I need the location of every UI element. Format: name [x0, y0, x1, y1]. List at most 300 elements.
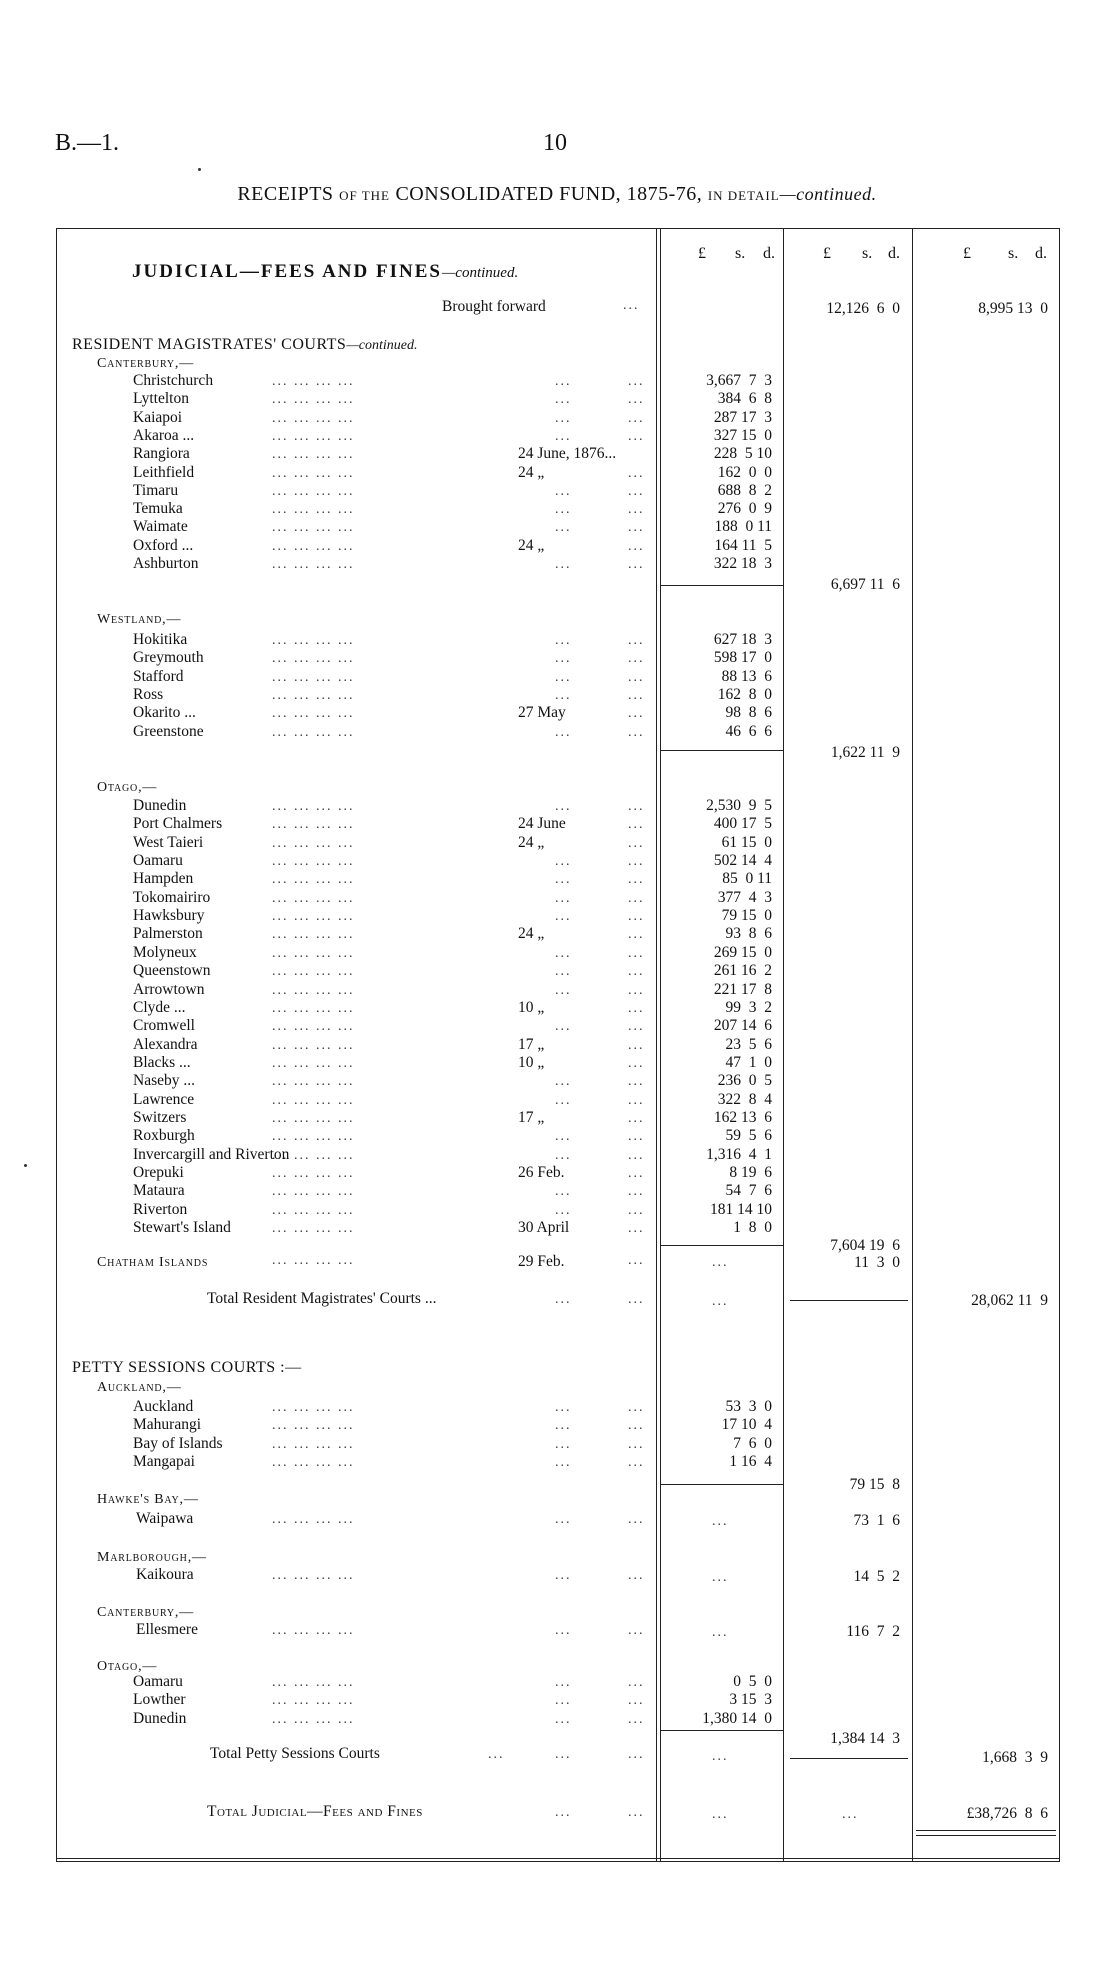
leader-dots: ... ... ... ...: [272, 817, 355, 833]
row-name: Hampden: [133, 870, 194, 888]
row-name: Lawrence: [133, 1090, 195, 1108]
document-reference: B.—1.: [55, 130, 120, 156]
row-amount: 53 3 0: [725, 1398, 772, 1415]
col2-pence-header: d.: [888, 245, 900, 262]
leader-dots: ... ... ... ...: [272, 964, 355, 980]
leader-dots: ...: [628, 1454, 645, 1470]
leader-dots: ... ... ... ...: [272, 374, 355, 389]
row-amount: 1 8 0: [733, 1219, 772, 1237]
leader-dots: ...: [628, 1418, 645, 1434]
leader-dots: ...: [628, 724, 645, 740]
region-hawkes-bay: Hawke's Bay,—: [97, 1492, 199, 1507]
row-date: 10 „: [518, 1053, 545, 1071]
row-amount: 98 8 6: [725, 704, 772, 722]
leader-dots: ...: [628, 1166, 645, 1181]
row-amount: 269 15 0: [713, 943, 772, 961]
leader-dots: ...: [628, 410, 645, 426]
col2-shillings-header: s.: [862, 245, 873, 262]
section-title: JUDICIAL—FEES AND FINES—continued.: [132, 261, 519, 282]
page-number: 10: [543, 130, 567, 156]
leader-dots: ... ... ... ...: [272, 1000, 355, 1016]
row-name: Waimate: [133, 518, 188, 536]
leader-dots: ...: [555, 872, 572, 888]
leader-dots: ... ... ... ...: [272, 1202, 355, 1218]
leader-dots: ...: [628, 428, 645, 444]
col2-pounds-header: £: [823, 245, 831, 262]
leader-dots: ... ... ... ...: [272, 410, 355, 426]
row-date: 24 June: [518, 815, 566, 833]
row-amount: 3,667 7 3: [706, 372, 772, 389]
leader-dots: ... ... ... ...: [272, 538, 355, 554]
leader-dots: ...: [555, 1693, 572, 1709]
row-amount: 47 1 0: [725, 1053, 772, 1071]
leader-dots: ... ... ... ...: [272, 799, 355, 814]
leader-dots: ...: [555, 669, 572, 685]
row-name: Okarito ...: [133, 704, 196, 722]
leader-dots: ...: [488, 1747, 505, 1762]
leader-dots: ...: [628, 1675, 645, 1690]
leader-dots: ...: [555, 502, 572, 518]
leader-dots: ...: [628, 1110, 645, 1126]
leader-dots: ...: [555, 557, 572, 572]
leader-dots: ... ... ... ...: [272, 1147, 355, 1163]
leader-dots: ... ... ... ...: [272, 1092, 355, 1108]
leader-dots: ... ... ... ...: [272, 890, 355, 906]
row-name: Oxford ...: [133, 536, 194, 554]
ps-otago-total: 1,384 14 3: [830, 1730, 900, 1747]
leader-dots: ...: [628, 817, 645, 833]
leader-dots: ...: [555, 1092, 572, 1108]
region-auckland: Auckland,—: [97, 1380, 182, 1395]
ps-ellesmere: Ellesmere: [136, 1621, 198, 1638]
leader-dots: ... ... ... ...: [272, 1436, 355, 1452]
row-date: 17 „: [518, 1108, 545, 1126]
leader-dots: ...: [628, 651, 645, 667]
row-amount: 207 14 6: [713, 1017, 772, 1035]
leader-dots: ...: [555, 982, 572, 998]
row-amount: 261 16 2: [713, 962, 772, 980]
rm-courts-heading: RESIDENT MAGISTRATES' COURTS—continued.: [72, 336, 418, 353]
leader-dots: ...: [555, 651, 572, 667]
leader-dots: ... ... ... ...: [272, 927, 355, 943]
row-name: Hokitika: [133, 631, 188, 648]
row-name: Switzers: [133, 1108, 187, 1126]
grand-total-double-rule: [916, 1830, 1056, 1836]
leader-dots: ...: [555, 410, 572, 426]
row-name: Palmerston: [133, 925, 203, 943]
row-name: Riverton: [133, 1200, 188, 1218]
row-amount: 162 8 0: [717, 685, 772, 703]
leader-dots: ...: [555, 1400, 572, 1415]
leader-dots: ...: [555, 1623, 572, 1638]
leader-dots: ... ... ... ...: [272, 706, 355, 722]
leader-dots: ... ... ... ...: [272, 483, 355, 499]
row-date: 26 Feb.: [518, 1164, 565, 1181]
leader-dots: ...: [628, 374, 645, 389]
leader-dots: ... ... ... ...: [272, 1711, 355, 1727]
leader-dots: ... ... ... ...: [272, 982, 355, 998]
subtotal-rule: [660, 1730, 783, 1731]
row-name: Tokomairiro: [133, 888, 211, 906]
row-date: 24 „: [518, 463, 545, 481]
leader-dots: ...: [628, 1747, 645, 1762]
leader-dots: ...: [555, 1454, 572, 1470]
leader-dots: ...: [555, 1675, 572, 1690]
row-name: Naseby ...: [133, 1072, 195, 1090]
leader-dots: ... ... ... ...: [272, 945, 355, 961]
region-chatham: Chatham Islands: [97, 1255, 209, 1270]
row-name: Oamaru: [133, 1673, 183, 1690]
row-date: 24 June, 1876...: [518, 445, 617, 463]
leader-dots: ... ... ... ...: [272, 520, 355, 536]
leader-dots: ...: [555, 890, 572, 906]
leader-dots: ...: [555, 1147, 572, 1163]
total-rm-col3: 28,062 11 9: [971, 1292, 1048, 1309]
row-amount: 322 18 3: [713, 555, 772, 572]
region-marlborough: Marlborough,—: [97, 1550, 207, 1565]
row-name: Clyde ...: [133, 998, 186, 1016]
total-ps-col1: ...: [712, 1749, 729, 1764]
row-date: 17 „: [518, 1035, 545, 1053]
row-amount: 3 15 3: [729, 1691, 772, 1709]
row-amount: 287 17 3: [713, 408, 772, 426]
leader-dots: ...: [555, 1129, 572, 1145]
row-name: Temuka: [133, 500, 183, 518]
leader-dots: ...: [628, 1400, 645, 1415]
row-name: West Taieri: [133, 833, 204, 851]
row-amount: 8 19 6: [729, 1164, 772, 1181]
leader-dots: ...: [628, 1693, 645, 1709]
leader-dots: ...: [555, 1747, 572, 1762]
row-amount: 502 14 4: [713, 852, 772, 870]
leader-dots: ... ... ... ...: [272, 465, 355, 481]
row-date: 24 „: [518, 925, 545, 943]
col3-pence-header: d.: [1035, 245, 1047, 262]
rm-westland-total: 1,622 11 9: [830, 744, 900, 761]
row-amount: 0 5 0: [733, 1673, 772, 1690]
subtotal-rule: [660, 1484, 783, 1485]
brought-forward-col2: 12,126 6 0: [826, 300, 900, 317]
row-amount: 7 6 0: [733, 1434, 772, 1452]
ps-waipawa: Waipawa: [136, 1510, 194, 1527]
leader-dots: ... ... ... ...: [272, 1166, 355, 1181]
total-rm-label: Total Resident Magistrates' Courts ...: [207, 1290, 437, 1307]
leader-dots: ...: [555, 520, 572, 536]
leader-dots: ...: [555, 799, 572, 814]
ps-ellesmere-col1: ...: [712, 1625, 729, 1640]
leader-dots: ...: [628, 1512, 645, 1527]
leader-dots: ...: [555, 1805, 572, 1820]
print-speck-icon: [198, 168, 201, 171]
leader-dots: ...: [628, 669, 645, 685]
row-amount: 162 0 0: [717, 463, 772, 481]
leader-dots: ...: [555, 1292, 572, 1307]
row-amount: 59 5 6: [725, 1127, 772, 1145]
row-amount: 276 0 9: [717, 500, 772, 518]
grand-total-col3: £38,726 8 6: [966, 1805, 1048, 1822]
row-name: Alexandra: [133, 1035, 198, 1053]
leader-dots: ...: [628, 835, 645, 851]
leader-dots: ...: [628, 1805, 645, 1820]
row-amount: 221 17 8: [713, 980, 772, 998]
row-amount: 17 10 4: [721, 1416, 772, 1434]
leader-dots: ...: [555, 687, 572, 703]
margin-mark-icon: [24, 1164, 27, 1167]
leader-dots: ...: [628, 1202, 645, 1218]
row-date: 24 „: [518, 833, 545, 851]
leader-dots: ...: [628, 854, 645, 870]
leader-dots: ...: [623, 298, 640, 313]
leader-dots: ... ... ... ...: [272, 669, 355, 685]
leader-dots: ... ... ... ...: [272, 1019, 355, 1035]
col1-shillings-header: s.: [735, 245, 746, 262]
ps-kaikoura-col1: ...: [712, 1570, 729, 1585]
row-name: Ross: [133, 685, 164, 703]
leader-dots: ...: [555, 428, 572, 444]
row-amount: 322 8 4: [717, 1090, 772, 1108]
leader-dots: ... ... ... ...: [272, 651, 355, 667]
leader-dots: ...: [628, 502, 645, 518]
total-rule: [790, 1758, 908, 1759]
ps-courts-heading: PETTY SESSIONS COURTS :—: [72, 1359, 302, 1376]
leader-dots: ...: [628, 1253, 645, 1268]
col-separator-1b: [660, 228, 661, 1862]
row-amount: 88 13 6: [721, 667, 772, 685]
region-otago: Otago,—: [97, 780, 158, 795]
leader-dots: ... ... ... ...: [272, 1512, 355, 1527]
row-amount: 54 7 6: [725, 1182, 772, 1200]
row-amount: 162 13 6: [713, 1108, 772, 1126]
leader-dots: ... ... ... ...: [272, 1568, 355, 1583]
total-rule: [790, 1300, 908, 1301]
leader-dots: ...: [628, 1147, 645, 1163]
row-name: Cromwell: [133, 1017, 195, 1035]
col1-pounds-header: £: [698, 245, 706, 262]
leader-dots: ... ... ... ...: [272, 909, 355, 925]
leader-dots: ...: [555, 633, 572, 648]
leader-dots: ... ... ... ...: [272, 1037, 355, 1053]
leader-dots: ...: [555, 1711, 572, 1727]
row-amount: 46 6 6: [725, 722, 772, 740]
row-name: Kaiapoi: [133, 408, 183, 426]
brought-forward-col3: 8,995 13 0: [978, 300, 1048, 317]
leader-dots: ... ... ... ...: [272, 1693, 355, 1709]
subtotal-rule: [660, 1245, 783, 1246]
leader-dots: ...: [628, 633, 645, 648]
row-name: Lyttelton: [133, 390, 189, 408]
row-amount: 93 8 6: [725, 925, 772, 943]
leader-dots: ...: [628, 1055, 645, 1071]
leader-dots: ... ... ... ...: [272, 1454, 355, 1470]
leader-dots: ...: [628, 964, 645, 980]
leader-dots: ...: [555, 1019, 572, 1035]
leader-dots: ...: [555, 1184, 572, 1200]
row-name: Mangapai: [133, 1452, 195, 1470]
row-amount: 1 16 4: [729, 1452, 772, 1470]
leader-dots: ...: [555, 1436, 572, 1452]
leader-dots: ...: [555, 483, 572, 499]
row-date: 10 „: [518, 998, 545, 1016]
leader-dots: ...: [628, 1184, 645, 1200]
row-name: Dunedin: [133, 797, 187, 814]
row-name: Oamaru: [133, 852, 183, 870]
row-amount: 188 0 11: [714, 518, 772, 536]
row-name: Rangiora: [133, 445, 190, 463]
leader-dots: ...: [628, 538, 645, 554]
leader-dots: ...: [628, 706, 645, 722]
row-date: 27 May: [518, 704, 566, 722]
leader-dots: ... ... ... ...: [272, 1253, 355, 1268]
leader-dots: ...: [555, 1074, 572, 1090]
chatham-col1: ...: [712, 1255, 729, 1270]
row-name: Arrowtown: [133, 980, 205, 998]
region-westland: Westland,—: [97, 612, 182, 627]
leader-dots: ...: [628, 392, 645, 408]
row-name: Queenstown: [133, 962, 211, 980]
leader-dots: ...: [628, 1092, 645, 1108]
row-amount: 627 18 3: [713, 631, 772, 648]
leader-dots: ...: [628, 1623, 645, 1638]
row-amount: 228 5 10: [713, 445, 772, 463]
table-frame: [56, 228, 1060, 1862]
row-name: Leithfield: [133, 463, 195, 481]
row-amount: 61 15 0: [721, 833, 772, 851]
rm-otago-total: 7,604 19 6: [830, 1237, 900, 1254]
leader-dots: ...: [555, 1418, 572, 1434]
row-name: Invercargill and Riverton: [133, 1145, 290, 1163]
row-name: Hawksbury: [133, 907, 205, 925]
row-amount: 236 0 5: [717, 1072, 772, 1090]
row-amount: 85 0 11: [722, 870, 772, 888]
row-date: 30 April: [518, 1219, 570, 1237]
leader-dots: ...: [555, 392, 572, 408]
leader-dots: ...: [628, 1000, 645, 1016]
row-amount: 1,380 14 0: [702, 1709, 772, 1727]
row-amount: 2,530 9 5: [706, 797, 772, 814]
leader-dots: ...: [628, 483, 645, 499]
row-name: Bay of Islands: [133, 1434, 223, 1452]
leader-dots: ... ... ... ...: [272, 1110, 355, 1126]
total-ps-label: Total Petty Sessions Courts: [210, 1745, 380, 1762]
leader-dots: ... ... ... ...: [272, 835, 355, 851]
leader-dots: ...: [628, 687, 645, 703]
subtotal-rule: [660, 750, 783, 751]
leader-dots: ... ... ... ...: [272, 872, 355, 888]
row-name: Mahurangi: [133, 1416, 202, 1434]
col3-shillings-header: s.: [1008, 245, 1019, 262]
leader-dots: ... ... ... ...: [272, 854, 355, 870]
leader-dots: ...: [628, 890, 645, 906]
chatham-col2: 11 3 0: [854, 1254, 900, 1271]
leader-dots: ...: [555, 374, 572, 389]
ps-marlborough-total: 14 5 2: [853, 1568, 900, 1585]
row-name: Mataura: [133, 1182, 185, 1200]
ps-hawkes-total: 73 1 6: [853, 1512, 900, 1529]
leader-dots: ...: [628, 1129, 645, 1145]
row-amount: 327 15 0: [713, 426, 772, 444]
row-amount: 79 15 0: [721, 907, 772, 925]
region-otago-ps: Otago,—: [97, 1659, 158, 1674]
leader-dots: ...: [628, 1568, 645, 1583]
leader-dots: ...: [555, 964, 572, 980]
row-amount: 1,316 4 1: [706, 1145, 772, 1163]
row-name: Auckland: [133, 1398, 194, 1415]
leader-dots: ...: [628, 927, 645, 943]
row-name: Orepuki: [133, 1164, 184, 1181]
row-name: Roxburgh: [133, 1127, 195, 1145]
ps-auckland-total: 79 15 8: [849, 1476, 900, 1493]
leader-dots: ... ... ... ...: [272, 1184, 355, 1200]
row-amount: 23 5 6: [725, 1035, 772, 1053]
total-rm-col1: ...: [712, 1294, 729, 1309]
row-name: Blacks ...: [133, 1053, 191, 1071]
leader-dots: ... ... ... ...: [272, 633, 355, 648]
leader-dots: ...: [628, 557, 645, 572]
row-amount: 688 8 2: [717, 481, 772, 499]
grand-total-col2: ...: [842, 1807, 859, 1822]
row-amount: 99 3 2: [725, 998, 772, 1016]
col-separator-2: [783, 228, 784, 1862]
page-title: RECEIPTS OF THE CONSOLIDATED FUND, 1875-76, IN DETAIL—continued.: [237, 183, 877, 205]
row-amount: 400 17 5: [713, 815, 772, 833]
leader-dots: ... ... ... ...: [272, 447, 355, 463]
leader-dots: ...: [628, 799, 645, 814]
leader-dots: ... ... ... ...: [272, 502, 355, 518]
row-amount: 164 11 5: [714, 536, 772, 554]
chatham-date: 29 Feb.: [518, 1253, 565, 1270]
row-amount: 181 14 10: [710, 1200, 772, 1218]
leader-dots: ...: [628, 982, 645, 998]
leader-dots: ...: [628, 909, 645, 925]
leader-dots: ...: [628, 1037, 645, 1053]
grand-total-col1: ...: [712, 1807, 729, 1822]
row-name: Timaru: [133, 481, 179, 499]
row-name: Akaroa ...: [133, 426, 195, 444]
leader-dots: ... ... ... ...: [272, 1400, 355, 1415]
row-name: Christchurch: [133, 372, 214, 389]
leader-dots: ... ... ... ...: [272, 1129, 355, 1145]
leader-dots: ...: [555, 1512, 572, 1527]
leader-dots: ...: [628, 465, 645, 481]
row-name: Port Chalmers: [133, 815, 223, 833]
leader-dots: ...: [555, 1202, 572, 1218]
row-name: Dunedin: [133, 1709, 187, 1727]
col1-pence-header: d.: [763, 245, 775, 262]
ps-canterbury-total: 116 7 2: [846, 1623, 900, 1640]
leader-dots: ... ... ... ...: [272, 428, 355, 444]
leader-dots: ...: [555, 945, 572, 961]
region-canterbury: Canterbury,—: [97, 356, 194, 371]
leader-dots: ... ... ... ...: [272, 1074, 355, 1090]
leader-dots: ...: [628, 1436, 645, 1452]
row-name: Ashburton: [133, 555, 199, 572]
leader-dots: ...: [628, 1292, 645, 1307]
leader-dots: ...: [628, 945, 645, 961]
leader-dots: ... ... ... ...: [272, 1418, 355, 1434]
leader-dots: ...: [555, 854, 572, 870]
region-canterbury-ps: Canterbury,—: [97, 1605, 194, 1620]
row-amount: 377 4 3: [717, 888, 772, 906]
leader-dots: ... ... ... ...: [272, 687, 355, 703]
row-name: Stewart's Island: [133, 1219, 231, 1237]
leader-dots: ...: [628, 872, 645, 888]
leader-dots: ...: [628, 1074, 645, 1090]
row-name: Greenstone: [133, 722, 204, 740]
leader-dots: ... ... ... ...: [272, 392, 355, 408]
leader-dots: ... ... ... ...: [272, 1221, 355, 1237]
leader-dots: ...: [555, 724, 572, 740]
col-separator-1: [656, 228, 657, 1862]
